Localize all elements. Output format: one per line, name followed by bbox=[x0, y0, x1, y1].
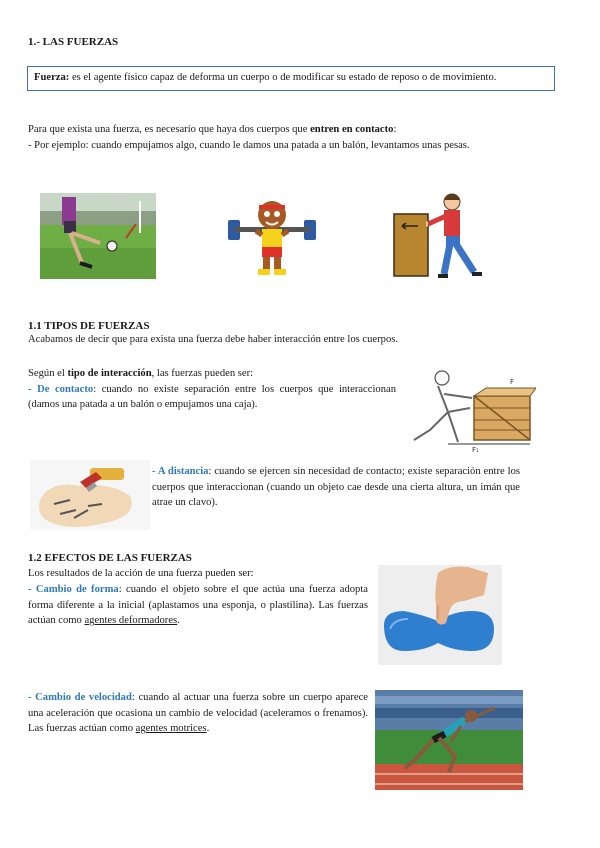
intro-paragraph bbox=[28, 122, 552, 153]
velocidad-underlined: agentes motrices bbox=[135, 723, 207, 735]
forma-underlined: agentes deformadores bbox=[84, 615, 178, 627]
distancia-term: A distancia bbox=[157, 466, 209, 477]
push-crate-drawing bbox=[408, 368, 536, 452]
types-intro-text: Según el bbox=[28, 368, 68, 379]
forma-paragraph bbox=[28, 582, 368, 629]
section-title-las-fuerzas: 1.- LAS FUERZAS bbox=[28, 36, 119, 48]
weightlifter-cartoon bbox=[226, 195, 318, 277]
contacto-dash: - bbox=[28, 383, 38, 395]
velocidad-paragraph bbox=[28, 690, 368, 737]
velocidad-term: Cambio de velocidad bbox=[35, 692, 132, 703]
velocidad-dash: - bbox=[28, 692, 36, 703]
forma-end: . bbox=[177, 615, 180, 627]
velocidad-text: : cuando al actuar una fuerza sobre un cuerpo aparece una aceleración que ocasiona un cambio de velocidad (aceleramos o frenamos). Las fuerzas actúan como bbox=[28, 692, 368, 735]
definition-term: Fuerza: bbox=[34, 72, 70, 83]
forma-term: Cambio de forma bbox=[35, 584, 119, 595]
section-title-tipos: 1.1 TIPOS DE FUERZAS bbox=[28, 320, 150, 332]
types-intro-bold: tipo de interacción bbox=[67, 368, 152, 379]
efectos-intro: Los resultados de la acción de una fuerza pueden ser: bbox=[28, 568, 254, 579]
example-text: - Por ejemplo: cuando empujamos algo, cuando le damos una patada a un balón, levantamos unas pesas. bbox=[28, 139, 470, 151]
soccer-kick-photo bbox=[40, 193, 156, 279]
definition-text: es el agente físico capaz de deforma un cuerpo o de modificar su estado de reposo o de movimiento. bbox=[69, 72, 497, 83]
velocidad-end: . bbox=[206, 723, 210, 735]
distancia-paragraph bbox=[152, 464, 520, 511]
section-title-efectos: 1.2 EFECTOS DE LAS FUERZAS bbox=[28, 552, 192, 564]
contacto-term: De contacto bbox=[37, 383, 94, 395]
distancia-dash: - bbox=[152, 466, 158, 477]
intro-end: : bbox=[393, 124, 397, 135]
forma-text: : cuando el objeto sobre el que actúa una fuerza adopta forma diferente a la inicial (aplastamos una esponja, o plastilina). Las fuerzas actúan como bbox=[28, 584, 368, 627]
sprinter-start-photo bbox=[375, 690, 523, 790]
distancia-text: : cuando se ejercen sin necesidad de contacto; existe separación entre los cuerpos que interaccionan (cuando un objeto cae desde una cierta altura, un imán que atrae un clavo). bbox=[152, 466, 521, 509]
forma-dash: - bbox=[28, 584, 36, 595]
intro-bold: entren en contacto bbox=[310, 124, 394, 135]
tipos-list bbox=[28, 366, 396, 413]
contacto-text: : cuando no existe separación entre los cuerpos que interaccionan (damos una patada a un balón o empujamos una caja). bbox=[28, 383, 396, 411]
types-intro-end: , las fuerzas pueden ser: bbox=[151, 368, 254, 379]
push-box-pictogram bbox=[388, 188, 484, 280]
intro-text: Para que exista una fuerza, es necesario que haya dos cuerpos que bbox=[28, 124, 311, 135]
magnet-nails-image bbox=[30, 460, 150, 530]
crate-label-friction: F₁ bbox=[472, 446, 479, 452]
sponge-squeeze-photo bbox=[378, 565, 502, 665]
definition-box bbox=[27, 66, 555, 91]
crate-label-force: F bbox=[510, 378, 515, 386]
tipos-intro: Acabamos de decir que para exista una fuerza debe haber interacción entre los cuerpos. bbox=[28, 334, 399, 345]
